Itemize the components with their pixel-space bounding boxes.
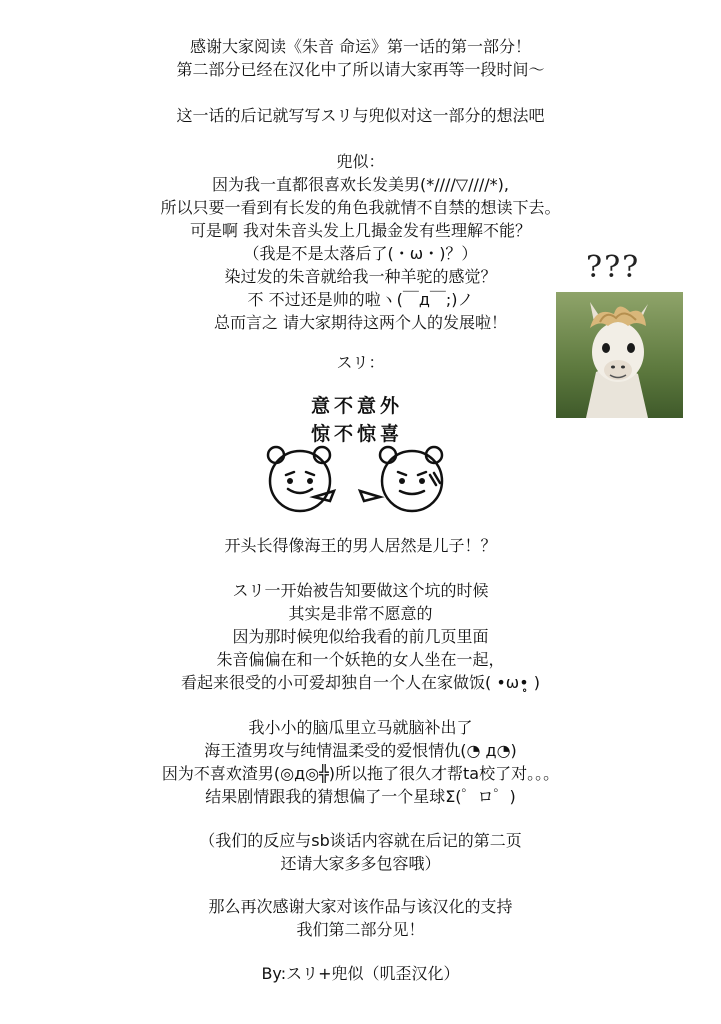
text-line: 总而言之 请大家期待这两个人的发展啦！ [213,313,508,332]
text-line: 那么再次感谢大家对该作品与该汉化的支持 [208,897,513,916]
sticker-text-line1: 意不意外 [310,395,403,417]
text-line: 其实是非常不愿意的 [288,604,433,623]
alpaca-image [556,292,683,418]
question-marks: ??? [586,250,641,285]
section-heading-suri: スリ： [336,353,385,372]
text-line: 海王渣男攻与纯情温柔受的爱恨情仇(◔ д◔) [204,741,517,760]
signature-line: By:スリ+兜似（叽歪汉化） [261,964,460,983]
text-line: 结果剧情跟我的猜想偏了一个星球Σ(゜ロ゜) [205,787,516,806]
text-line: 所以只要一看到有长发的角色我就情不自禁的想读下去。 [160,198,561,217]
text-line: スリ一开始被告知要做这个坑的时候 [232,581,489,600]
text-line: 开头长得像海王的男人居然是儿子！？ [224,536,497,555]
text-line: 因为不喜欢渣男(◎д◎╬)所以拖了很久才帮ta校了对。。。 [161,764,560,783]
text-line: 朱音偏偏在和一个妖艳的女人坐在一起， [216,650,505,669]
text-line: 我小小的脑瓜里立马就脑补出了 [248,718,473,737]
section-heading-doushi: 兜似： [336,152,385,171]
meme-sticker [254,383,460,519]
text-line: 还请大家多多包容哦） [280,854,441,873]
text-line: （我们的反应与sb谈话内容就在后记的第二页 [199,831,522,850]
bear-faces-drawing [254,445,460,519]
text-line: 感谢大家阅读《朱音 命运》第一话的第一部分！ [189,37,532,56]
text-line: （我是不是太落后了(・ω・)？） [243,244,478,263]
text-line: 看起来很受的小可爱却独自一个人在家做饭( •ω•̥ ) [181,673,540,692]
text-line: 不 不过还是帅的啦ヽ(￣д￣;)ノ [247,290,474,309]
text-line: 染过发的朱音就给我一种羊驼的感觉？ [224,267,497,286]
text-line: 我们第二部分见！ [296,920,425,939]
text-line: 这一话的后记就写写スリ与兜似对这一部分的想法吧 [176,106,545,125]
text-line: 第二部分已经在汉化中了所以请大家再等一段时间～ [176,60,545,79]
sticker-text-line2: 惊不惊喜 [310,423,403,445]
text-line: 因为那时候兜似给我看的前几页里面 [232,627,489,646]
text-line: 因为我一直都很喜欢长发美男(*////▽////*), [211,175,509,194]
text-line: 可是啊 我对朱音头发上几撮金发有些理解不能？ [189,221,532,240]
